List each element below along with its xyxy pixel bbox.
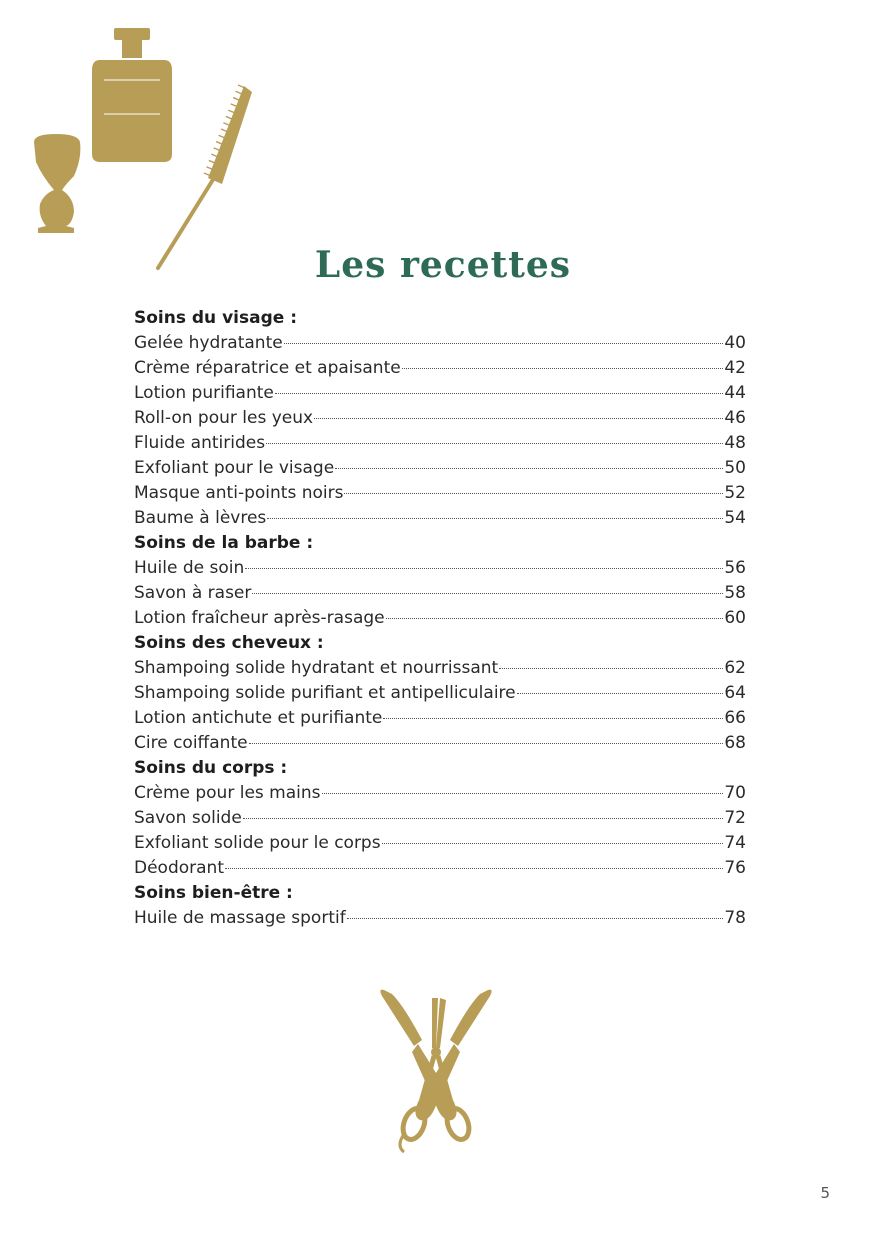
toc-entry: [134, 456, 746, 481]
dot-leader: [335, 468, 723, 469]
dot-leader: [499, 668, 723, 669]
dot-leader: [517, 693, 724, 694]
entry-title: Masque anti-points noirs: [134, 483, 344, 503]
entry-page-number: 72: [724, 808, 746, 828]
grooming-illustration: [28, 26, 254, 274]
entry-title: Déodorant: [134, 858, 224, 878]
entry-page-number: 48: [724, 433, 746, 453]
entry-title: Lotion fraîcheur après-rasage: [134, 608, 385, 628]
dot-leader: [275, 393, 724, 394]
entry-page-number: 60: [724, 608, 746, 628]
dot-leader: [344, 493, 723, 494]
toc-entry: [134, 381, 746, 406]
toc-entry: [134, 406, 746, 431]
entry-title: Huile de massage sportif: [134, 908, 346, 928]
dot-leader: [267, 518, 723, 519]
section-heading: Soins des cheveux :: [134, 633, 324, 653]
entry-page-number: 74: [724, 833, 746, 853]
dot-leader: [252, 593, 723, 594]
toc-entry: [134, 581, 746, 606]
dot-leader: [402, 368, 724, 369]
entry-title: Roll-on pour les yeux: [134, 408, 314, 428]
cologne-bottle-icon: [92, 28, 172, 162]
toc-entry: [134, 856, 746, 881]
toc-entry: [134, 781, 746, 806]
toc-entry: [134, 506, 746, 531]
entry-title: Exfoliant pour le visage: [134, 458, 335, 478]
table-of-contents: [134, 306, 746, 931]
dot-leader: [284, 343, 724, 344]
toc-entry: [134, 681, 746, 706]
toc-entry: [134, 706, 746, 731]
entry-page-number: 42: [724, 358, 746, 378]
entry-page-number: 66: [724, 708, 746, 728]
dot-leader: [225, 868, 723, 869]
section-heading: Soins bien-être :: [134, 883, 293, 903]
entry-title: Fluide antirides: [134, 433, 266, 453]
toc-entry: [134, 331, 746, 356]
toc-entry: [134, 656, 746, 681]
entry-page-number: 44: [724, 383, 746, 403]
entry-title: Huile de soin: [134, 558, 245, 578]
entry-page-number: 76: [724, 858, 746, 878]
section-heading: Soins du corps :: [134, 758, 288, 778]
entry-page-number: 40: [724, 333, 746, 353]
toc-entry: [134, 731, 746, 756]
toc-entry: [134, 906, 746, 931]
section-heading: Soins du visage :: [134, 308, 297, 328]
toc-entry: [134, 606, 746, 631]
entry-title: Savon à raser: [134, 583, 252, 603]
toc-entry: [134, 481, 746, 506]
dot-leader: [243, 818, 724, 819]
entry-page-number: 68: [724, 733, 746, 753]
dot-leader: [347, 918, 724, 919]
dot-leader: [382, 843, 724, 844]
entry-title: Baume à lèvres: [134, 508, 267, 528]
entry-page-number: 78: [724, 908, 746, 928]
dot-leader: [383, 718, 723, 719]
dot-leader: [266, 443, 723, 444]
entry-title: Exfoliant solide pour le corps: [134, 833, 381, 853]
entry-page-number: 62: [724, 658, 746, 678]
dot-leader: [249, 743, 724, 744]
toc-entry: [134, 431, 746, 456]
entry-page-number: 54: [724, 508, 746, 528]
entry-title: Shampoing solide hydratant et nourrissant: [134, 658, 499, 678]
entry-page-number: 50: [724, 458, 746, 478]
entry-title: Crème réparatrice et apaisante: [134, 358, 401, 378]
entry-page-number: 46: [724, 408, 746, 428]
toc-entry: [134, 806, 746, 831]
entry-title: Cire coiffante: [134, 733, 248, 753]
dot-leader: [386, 618, 724, 619]
page-title: Les recettes: [314, 244, 572, 286]
dot-leader: [245, 568, 723, 569]
entry-page-number: 70: [724, 783, 746, 803]
entry-title: Savon solide: [134, 808, 242, 828]
entry-page-number: 58: [724, 583, 746, 603]
toc-entry: [134, 556, 746, 581]
page-number: 5: [820, 1184, 830, 1202]
toc-entry: [134, 356, 746, 381]
entry-title: Shampoing solide purifiant et antipelliculaire: [134, 683, 516, 703]
dot-leader: [314, 418, 723, 419]
entry-title: Lotion purifiante: [134, 383, 274, 403]
section-heading: Soins de la barbe :: [134, 533, 314, 553]
comb-icon: [158, 85, 252, 268]
entry-title: Crème pour les mains: [134, 783, 321, 803]
shaving-brush-icon: [34, 134, 80, 233]
entry-title: Lotion antichute et purifiante: [134, 708, 383, 728]
dot-leader: [322, 793, 724, 794]
razors-scissors-illustration: [374, 984, 498, 1156]
entry-title: Gelée hydratante: [134, 333, 283, 353]
toc-entry: [134, 831, 746, 856]
entry-page-number: 56: [724, 558, 746, 578]
entry-page-number: 64: [724, 683, 746, 703]
entry-page-number: 52: [724, 483, 746, 503]
